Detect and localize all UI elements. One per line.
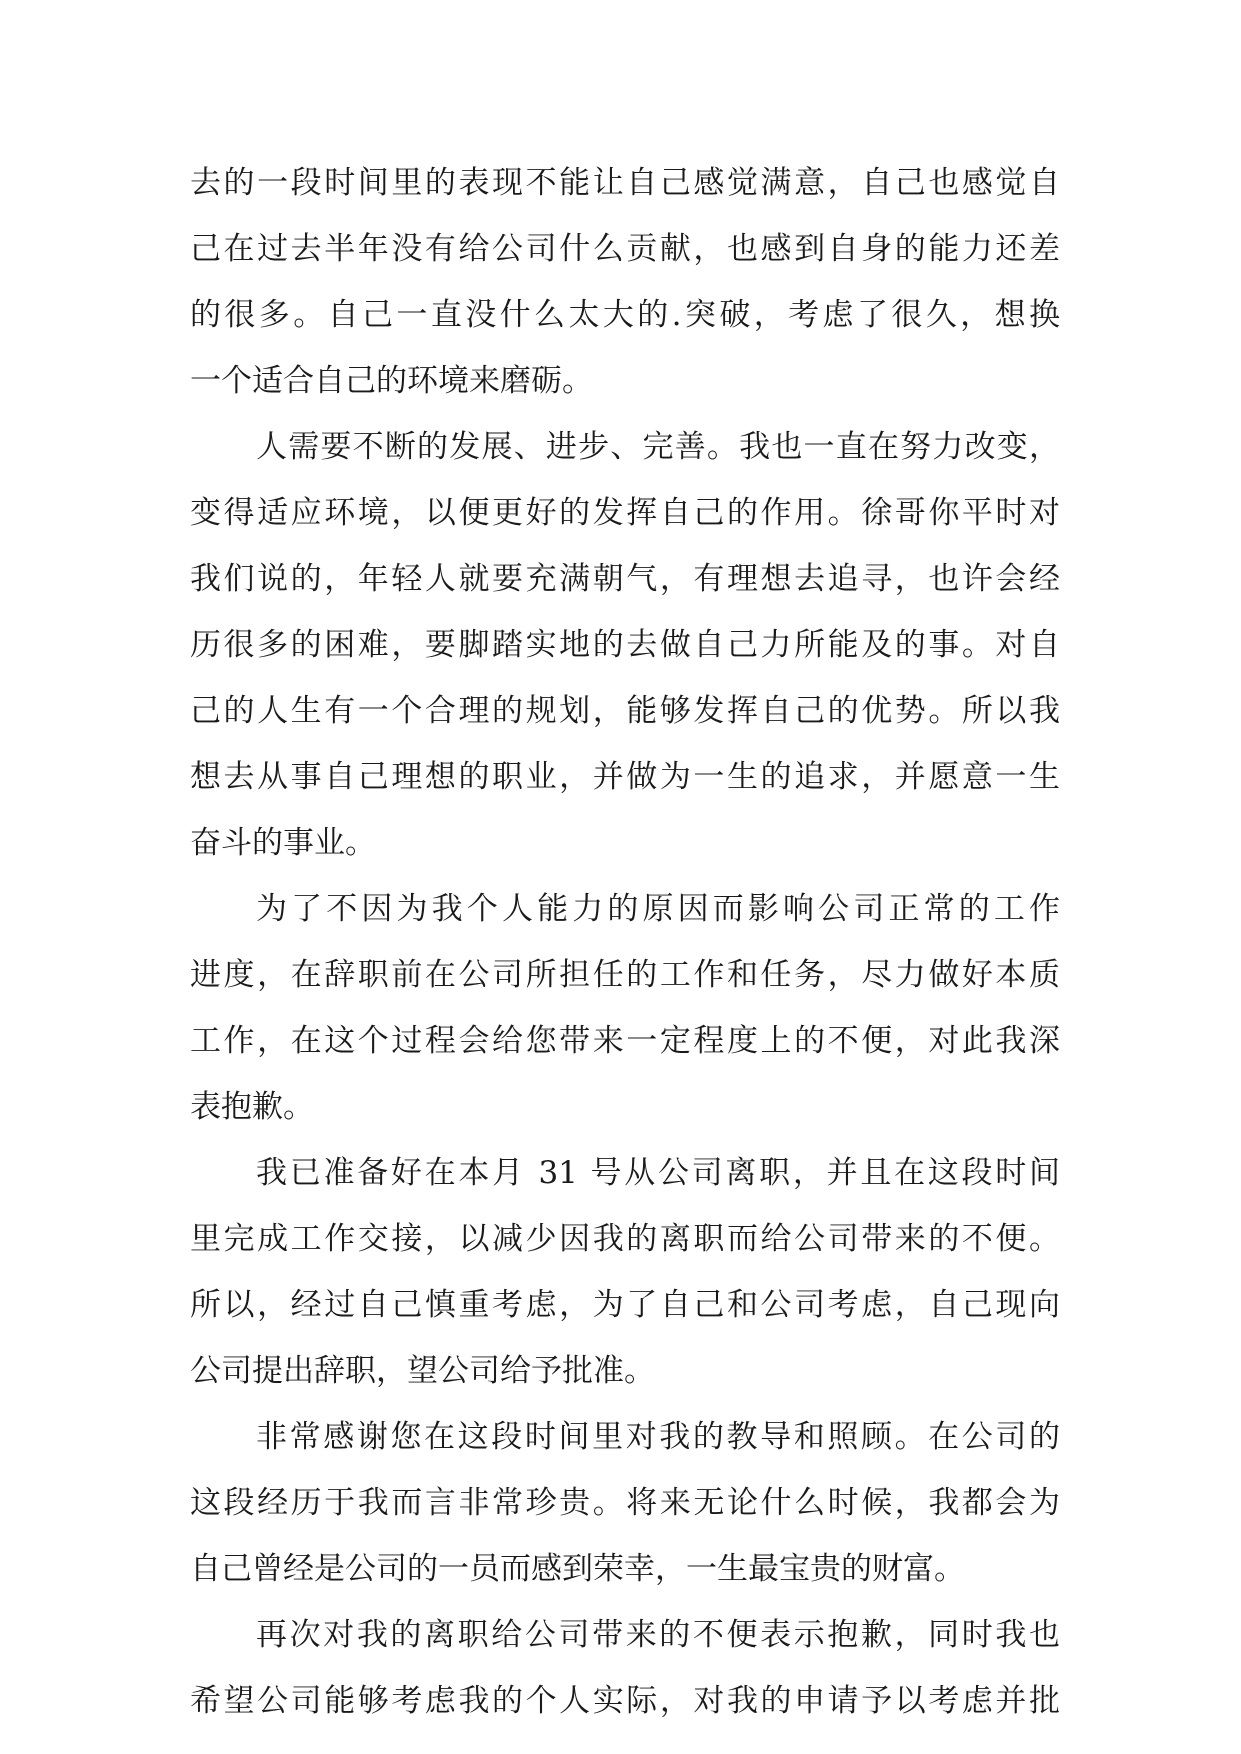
text-line: 工作，在这个过程会给您带来一定程度上的不便，对此我深 — [190, 1023, 1060, 1059]
text-line: 我们说的，年轻人就要充满朝气，有理想去追寻，也许会经 — [190, 561, 1060, 597]
text-line: 己在过去半年没有给公司什么贡献，也感到自身的能力还差 — [190, 231, 1060, 267]
text-line: 历很多的困难，要脚踏实地的去做自己力所能及的事。对自 — [190, 627, 1060, 663]
text-line: 想去从事自己理想的职业，并做为一生的追求，并愿意一生 — [190, 759, 1060, 795]
text-line: 奋斗的事业。 — [190, 825, 376, 861]
paragraph-first-line: 我已准备好在本月 31 号从公司离职，并且在这段时间 — [256, 1155, 1060, 1191]
text-line: 己的人生有一个合理的规划，能够发挥自己的优势。所以我 — [190, 693, 1060, 729]
text-line: 这段经历于我而言非常珍贵。将来无论什么时候，我都会为 — [190, 1485, 1060, 1521]
text-line: 表抱歉。 — [190, 1089, 314, 1125]
text-line: 去的一段时间里的表现不能让自己感觉满意，自己也感觉自 — [190, 165, 1060, 201]
text-line: 希望公司能够考虑我的个人实际，对我的申请予以考虑并批 — [190, 1683, 1060, 1719]
paragraph-first-line: 非常感谢您在这段时间里对我的教导和照顾。在公司的 — [256, 1419, 1060, 1455]
paragraph-first-line: 为了不因为我个人能力的原因而影响公司正常的工作 — [256, 891, 1060, 927]
text-line: 里完成工作交接，以减少因我的离职而给公司带来的不便。 — [190, 1221, 1060, 1257]
text-line: 的很多。自己一直没什么太大的.突破，考虑了很久，想换 — [190, 297, 1060, 333]
paragraph-first-line: 再次对我的离职给公司带来的不便表示抱歉，同时我也 — [256, 1617, 1060, 1653]
text-line: 一个适合自己的环境来磨砺。 — [190, 363, 593, 399]
text-line: 进度，在辞职前在公司所担任的工作和任务，尽力做好本质 — [190, 957, 1060, 993]
text-line: 变得适应环境，以便更好的发挥自己的作用。徐哥你平时对 — [190, 495, 1060, 531]
text-line: 自己曾经是公司的一员而感到荣幸，一生最宝贵的财富。 — [190, 1551, 965, 1587]
letter-body — [190, 150, 1060, 1734]
paragraph-first-line: 人需要不断的发展、进步、完善。我也一直在努力改变， — [256, 429, 1060, 465]
text-line: 所以，经过自己慎重考虑，为了自己和公司考虑，自己现向 — [190, 1287, 1060, 1323]
text-line: 公司提出辞职，望公司给予批准。 — [190, 1353, 655, 1389]
